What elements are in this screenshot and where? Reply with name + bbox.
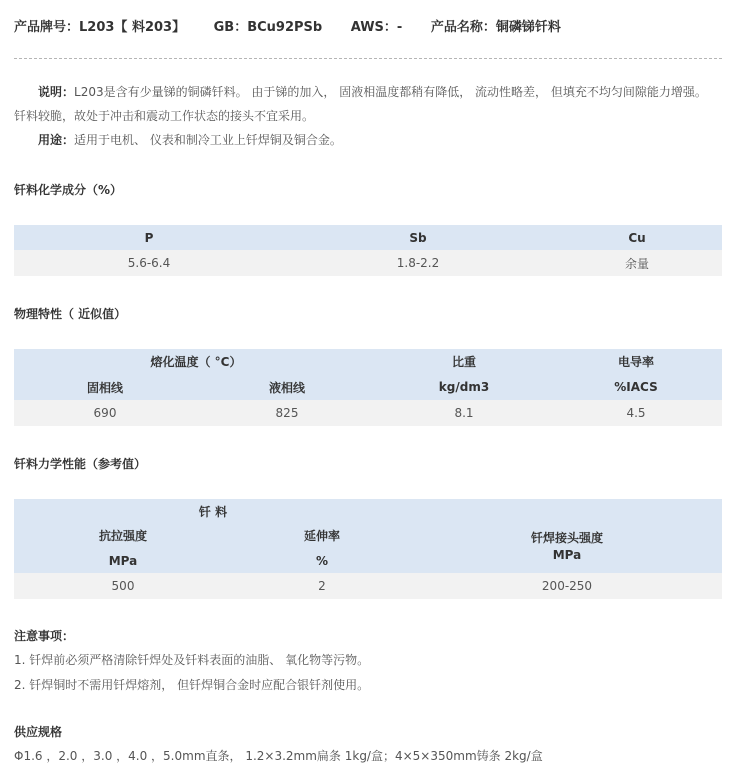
conductivity-header: 电导率 bbox=[550, 349, 722, 374]
chemical-header-row bbox=[14, 225, 722, 250]
header-cu: Cu bbox=[552, 225, 722, 250]
note-item-2: 2. 钎焊铜时不需用钎焊熔剂， 但钎焊铜合金时应配合银钎剂使用。 bbox=[14, 678, 370, 692]
solidus-header: 固相线 bbox=[14, 374, 196, 400]
physical-value-row bbox=[14, 400, 722, 426]
value-conductivity: 4.5 bbox=[550, 400, 722, 426]
joint-strength-unit: MPa bbox=[412, 548, 722, 573]
header-sb: Sb bbox=[284, 225, 552, 250]
value-joint-strength: 200-250 bbox=[412, 573, 722, 599]
mechanical-table bbox=[14, 499, 722, 599]
conductivity-unit: %IACS bbox=[550, 374, 722, 400]
density-unit: kg/dm3 bbox=[378, 374, 550, 400]
supply-title: 供应规格 bbox=[14, 725, 63, 739]
description-text: L203是含有少量锑的铜磷钎料。 由于锑的加入， 固液相温度都稍有降低， 流动性略差， 但填充不均匀间隙能力增强。 钎料较脆，故处于冲击和震动工作状态的接头不宜采用。 bbox=[14, 85, 707, 123]
mechanical-header-row-1 bbox=[14, 499, 722, 523]
value-sb: 1.8-2.2 bbox=[284, 250, 552, 276]
usage-text: 适用于电机、 仪表和制冷工业上钎焊铜及铜合金。 bbox=[74, 133, 342, 147]
product-grade: 产品牌号：L203【 料203】 bbox=[14, 20, 186, 35]
mechanical-value-row bbox=[14, 573, 722, 599]
gb-standard: GB：BCu92PSb bbox=[213, 20, 323, 35]
description-paragraph bbox=[14, 80, 722, 128]
physical-section-title: 物理特性（ 近似值） bbox=[14, 307, 127, 321]
mechanical-header-row-3 bbox=[14, 548, 722, 573]
value-solidus: 690 bbox=[14, 400, 196, 426]
value-tensile: 500 bbox=[14, 573, 232, 599]
dashed-divider bbox=[14, 58, 722, 59]
chemical-table bbox=[14, 225, 722, 276]
supply-text: Φ1.6 ，2.0 ，3.0 ，4.0 ，5.0mm直条， 1.2×3.2mm扁条 1kg/盒；4×5×350mm铸条 2kg/盒 bbox=[14, 749, 543, 763]
value-cu: 余量 bbox=[552, 250, 722, 276]
chemical-section-title: 钎料化学成分（%） bbox=[14, 183, 123, 197]
elongation-unit: % bbox=[232, 548, 412, 573]
product-name: 产品名称：铜磷锑钎料 bbox=[430, 20, 561, 35]
physical-header-row-1 bbox=[14, 349, 722, 374]
joint-strength-header: 钎焊接头强度 bbox=[412, 499, 722, 548]
filler-group-header: 钎 料 bbox=[14, 499, 412, 523]
chemical-value-row bbox=[14, 250, 722, 276]
header-p: P bbox=[14, 225, 284, 250]
notes-title: 注意事项： bbox=[14, 629, 75, 643]
value-density: 8.1 bbox=[378, 400, 550, 426]
physical-header-row-2 bbox=[14, 374, 722, 400]
value-p: 5.6-6.4 bbox=[14, 250, 284, 276]
physical-table bbox=[14, 349, 722, 426]
mechanical-section-title: 钎料力学性能（参考值） bbox=[14, 457, 147, 471]
value-liquidus: 825 bbox=[196, 400, 378, 426]
elongation-header: 延伸率 bbox=[232, 523, 412, 548]
usage-paragraph bbox=[14, 128, 722, 152]
product-header bbox=[14, 16, 561, 36]
value-elongation: 2 bbox=[232, 573, 412, 599]
description-label: 说明： bbox=[38, 85, 75, 99]
melting-temp-header: 熔化温度（ °C） bbox=[14, 349, 378, 374]
density-header: 比重 bbox=[378, 349, 550, 374]
tensile-unit: MPa bbox=[14, 548, 232, 573]
tensile-header: 抗拉强度 bbox=[14, 523, 232, 548]
liquidus-header: 液相线 bbox=[196, 374, 378, 400]
usage-label: 用途： bbox=[38, 133, 75, 147]
aws-standard: AWS：- bbox=[350, 20, 403, 35]
note-item-1: 1. 钎焊前必须严格清除钎焊处及钎料表面的油脂、 氧化物等污物。 bbox=[14, 653, 370, 667]
